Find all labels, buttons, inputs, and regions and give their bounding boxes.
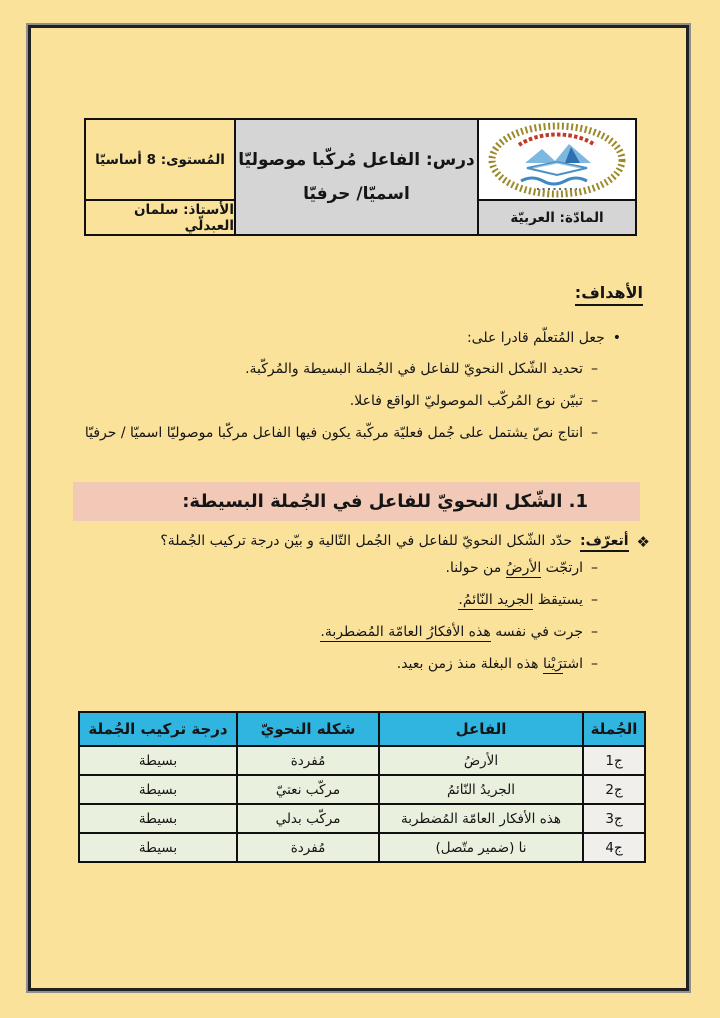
exercise-label: أتعرّف: [580,533,629,552]
diamond-icon: ❖ [636,533,650,551]
level-label: المُستوى: 8 أساسيّا [86,120,234,201]
cell-form: مركّب نعتيّ [237,775,379,804]
sentence-text: ارتجّت الأرضُ من حولنا. [445,560,583,576]
objective-item-text: تحديد الشّكل النحويّ للفاعل في الجُملة البسيطة والمُركّبة. [245,361,583,377]
subject-label: المادّة: العربيّة [479,199,635,234]
logo-cell [479,120,635,234]
underlined-subject: هذه الأفكارُ العامّة المُضطربة. [320,624,491,640]
cell-subject: الجريدُ النّائمُ [379,775,583,804]
objective-item [350,393,598,409]
cell-degree: بسيطة [79,833,237,862]
col-header-degree: درجة تركيب الجُملة [79,712,237,746]
bullet-icon: • [612,330,621,346]
objectives-title: الأهداف: [575,283,643,302]
info-cell [86,120,234,234]
teacher-label: الأستاذ: سلمان العبدلّي [134,201,234,234]
table-row [79,833,645,862]
lesson-title-line2: اسميّا/ حرفيّا [303,184,410,204]
dash-icon: – [591,560,598,576]
objective-item [85,425,598,441]
exercise-prompt-text: حدّد الشّكل النحويّ للفاعل في الجُمل التّالية و بيّن درجة تركيب الجُملة؟ [160,533,573,549]
lesson-title [234,120,479,234]
cell-sentence-id: ج1 [583,746,645,775]
underlined-subject: الجريد النّائمُ. [458,592,534,608]
dash-icon: – [591,592,598,608]
objective-item-text: تبيّن نوع المُركّب الموصوليّ الواقع فاعلا. [349,393,583,409]
exercise-prompt [160,533,650,552]
dash-icon: – [591,393,598,409]
dash-icon: – [591,624,598,640]
col-header-subject: الفاعل [379,712,583,746]
table-row [79,746,645,775]
cell-subject: نا (ضمير متّصل) [379,833,583,862]
cell-degree: بسيطة [79,775,237,804]
underlined-subject: ‍رَيْنا [543,656,564,672]
sentence-text: جرت في نفسه هذه الأفكارُ العامّة المُضطربة. [320,624,583,640]
dash-icon: – [591,361,598,377]
example-sentence [397,656,598,672]
objective-item [245,361,598,377]
cell-sentence-id: ج2 [583,775,645,804]
sentence-analysis-table [78,711,646,863]
col-header-form: شكله النحويّ [237,712,379,746]
objectives-lead-text: جعل المُتعلّم قادرا على: [466,330,605,346]
col-header-sentence: الجُملة [583,712,645,746]
sentence-text: يستيقظ الجريد النّائمُ. [458,592,583,608]
cell-form: مُفردة [237,746,379,775]
sentence-text: اشت‍‍رَيْنا هذه البغلة منذ زمن بعيد. [396,656,583,672]
underlined-subject: الأرضُ [505,560,542,576]
example-sentence [320,624,598,640]
table-row [79,804,645,833]
cell-degree: بسيطة [79,746,237,775]
cell-degree: بسيطة [79,804,237,833]
section-heading: 1. الشّكل النحويّ للفاعل في الجُملة البسيطة: [73,482,640,521]
cell-form: مركّب بدلي [237,804,379,833]
cell-subject: الأرضُ [379,746,583,775]
header-table [84,118,637,236]
objectives-lead [467,330,621,346]
cell-sentence-id: ج4 [583,833,645,862]
objective-item-text: انتاج نصّ يشتمل على جُمل فعليّة مركّبة يكون فيها الفاعل مركّبا موصوليّا اسميّا / حرفيّا [84,425,583,441]
school-logo-icon [479,120,635,199]
cell-subject: هذه الأفكار العامّة المُضطربة [379,804,583,833]
table-header-row [79,712,645,746]
table-row [79,775,645,804]
cell-form: مُفردة [237,833,379,862]
dash-icon: – [591,656,598,672]
dash-icon: – [591,425,598,441]
example-sentence [446,560,599,576]
example-sentence [458,592,598,608]
cell-sentence-id: ج3 [583,804,645,833]
lesson-title-line1: درس: الفاعل مُركّبا موصوليّا [238,150,475,170]
